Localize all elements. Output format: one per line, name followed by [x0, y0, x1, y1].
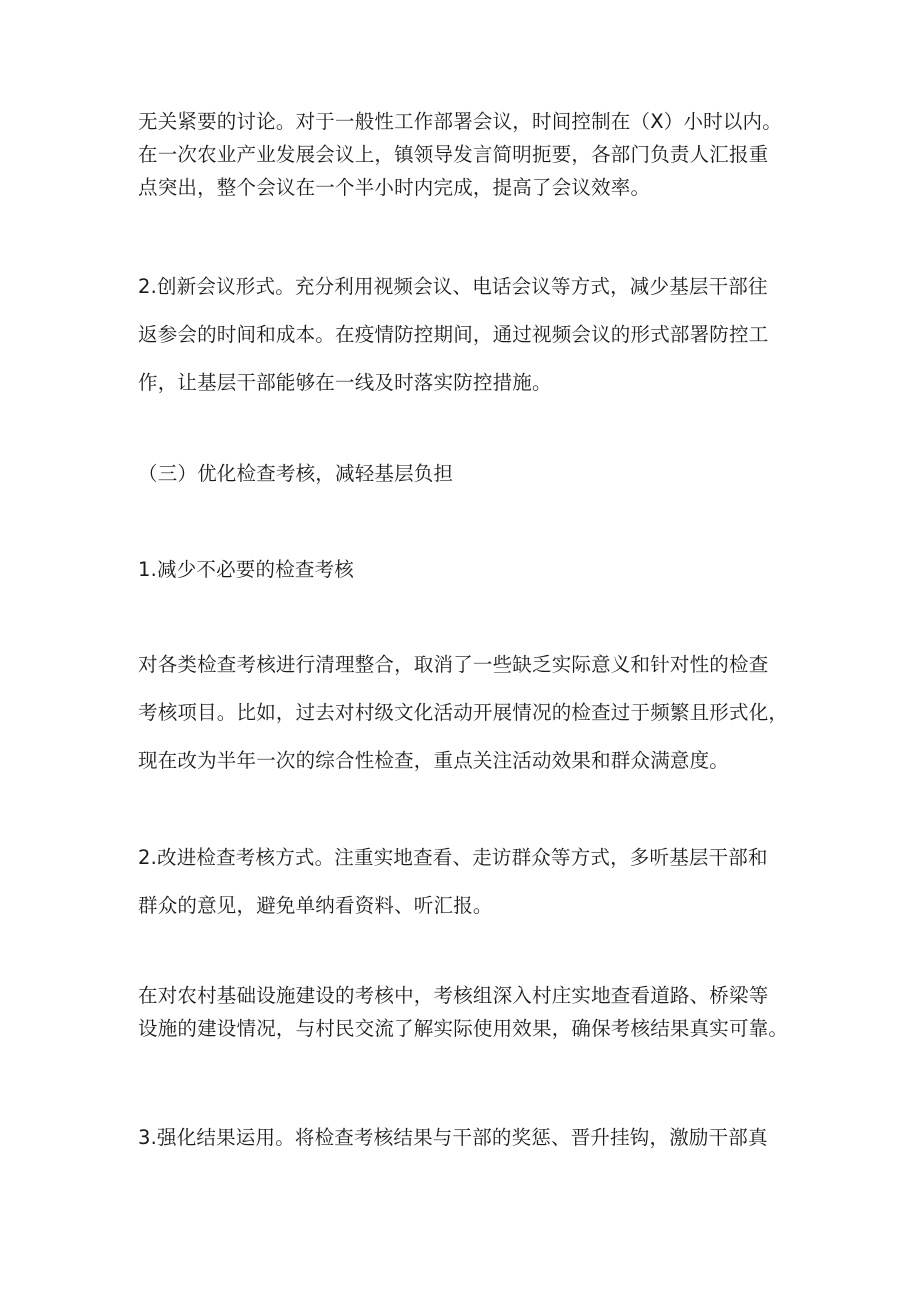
paragraph-meeting-duration — [138, 105, 798, 204]
paragraph-innovate-meeting-format — [138, 263, 798, 407]
text-line: 2.创新会议形式。充分利用视频会议、电话会议等方式，减少基层干部往 — [138, 275, 768, 298]
text-line: 3.强化结果运用。将检查考核结果与干部的奖惩、晋升挂钩，激励干部真 — [138, 1126, 768, 1149]
section-heading-inspection — [138, 457, 798, 490]
text-line: 设施的建设情况，与村民交流了解实际使用效果，确保考核结果真实可靠。 — [138, 1017, 789, 1040]
paragraph-inspection-consolidation — [138, 641, 798, 785]
text-line: 2.改进检查考核方式。注重实地查看、走访群众等方式，多听基层干部和 — [138, 846, 768, 869]
paragraph-result-application — [138, 1121, 798, 1154]
subheading-reduce-inspections — [138, 553, 798, 586]
text-line: 作，让基层干部能够在一线及时落实防控措施。 — [138, 371, 552, 394]
text-line: 考核项目。比如，过去对村级文化活动开展情况的检查过于频繁且形式化， — [138, 701, 789, 724]
paragraph-improve-inspection-method — [138, 834, 798, 930]
paragraph-infrastructure-assessment — [138, 979, 798, 1045]
text-line: 现在改为半年一次的综合性检查，重点关注活动效果和群众满意度。 — [138, 749, 730, 772]
text-line: 对各类检查考核进行清理整合，取消了一些缺乏实际意义和针对性的检查 — [138, 653, 769, 676]
text-line: 返参会的时间和成本。在疫情防控期间，通过视频会议的形式部署防控工 — [138, 323, 769, 346]
text-line: 点突出，整个会议在一个半小时内完成，提高了会议效率。 — [138, 176, 651, 199]
text-line: 群众的意见，避免单纳看资料、听汇报。 — [138, 894, 493, 917]
text-line: 在对农村基础设施建设的考核中，考核组深入村庄实地查看道路、桥梁等 — [138, 984, 769, 1007]
text-line: 在一次农业产业发展会议上，镇领导发言简明扼要，各部门负责人汇报重 — [138, 143, 769, 166]
heading-text: 1.减少不必要的检查考核 — [138, 558, 355, 581]
heading-text: （三）优化检查考核，减轻基层负担 — [138, 462, 454, 485]
text-line: 无关紧要的讨论。对于一般性工作部署会议，时间控制在（X）小时以内。 — [138, 110, 782, 133]
